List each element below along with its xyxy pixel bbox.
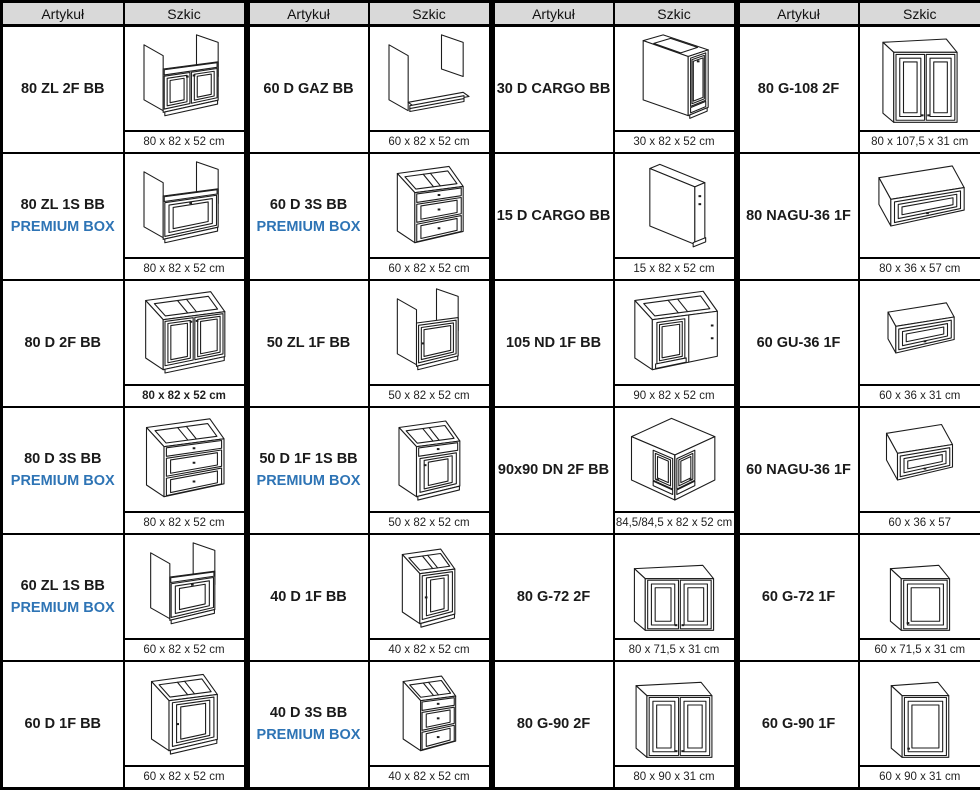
dimensions-label: 50 x 82 x 52 cm xyxy=(370,511,489,533)
table-row xyxy=(2,534,980,661)
sketch-cell xyxy=(124,407,247,534)
sketch-cell xyxy=(369,26,492,154)
table-row xyxy=(2,407,980,534)
article-name: 40 D 3S BB xyxy=(269,705,348,722)
article-name: 60 G-72 1F xyxy=(761,588,836,605)
dimensions-label: 30 x 82 x 52 cm xyxy=(615,130,734,152)
article-cell xyxy=(492,26,614,154)
column-header-szkic: Szkic xyxy=(614,2,737,26)
sketch-cell xyxy=(614,534,737,661)
article-name: 80 D 3S BB xyxy=(24,451,102,468)
article-cell xyxy=(737,153,859,280)
dimensions-label: 60 x 71,5 x 31 cm xyxy=(860,638,980,660)
sketch-cell xyxy=(124,26,247,154)
table-row xyxy=(2,26,980,154)
article-cell xyxy=(492,153,614,280)
article-name: 80 G-108 2F xyxy=(757,80,840,97)
cabinet-sketch xyxy=(860,281,980,384)
sketch-cell xyxy=(859,153,980,280)
sketch-cell xyxy=(124,280,247,407)
cabinet-sketch xyxy=(860,662,980,765)
article-cell xyxy=(247,153,369,280)
table-row xyxy=(2,661,980,789)
article-cell xyxy=(2,280,124,407)
sketch-cell xyxy=(369,534,492,661)
article-name: 105 ND 1F BB xyxy=(505,334,602,351)
sketch-cell xyxy=(369,280,492,407)
column-header-artykul: Artykuł xyxy=(2,2,124,26)
column-header-szkic: Szkic xyxy=(124,2,247,26)
cabinet-sketch xyxy=(615,27,734,130)
article-cell xyxy=(2,153,124,280)
dimensions-label: 80 x 82 x 52 cm xyxy=(125,130,244,152)
cabinet-sketch xyxy=(615,535,734,638)
cabinet-sketch xyxy=(615,408,734,511)
dimensions-label: 80 x 36 x 57 cm xyxy=(860,257,980,279)
sketch-cell xyxy=(859,661,980,789)
article-name: 60 GU-36 1F xyxy=(756,334,841,351)
article-name: 80 G-72 2F xyxy=(516,588,591,605)
header-row xyxy=(2,2,980,26)
column-header-szkic: Szkic xyxy=(369,2,492,26)
article-name: 60 D 3S BB xyxy=(269,197,348,214)
sketch-cell xyxy=(614,280,737,407)
sketch-cell xyxy=(124,661,247,789)
dimensions-label: 40 x 82 x 52 cm xyxy=(370,765,489,787)
article-name: 80 ZL 2F BB xyxy=(20,80,105,97)
cabinet-sketch xyxy=(860,408,980,511)
dimensions-label: 60 x 36 x 31 cm xyxy=(860,384,980,406)
dimensions-label: 80 x 82 x 52 cm xyxy=(125,257,244,279)
sketch-cell xyxy=(614,407,737,534)
table-row xyxy=(2,280,980,407)
article-cell xyxy=(737,534,859,661)
article-name: 80 NAGU-36 1F xyxy=(746,207,851,224)
dimensions-label: 80 x 82 x 52 cm xyxy=(125,384,244,406)
dimensions-label: 80 x 71,5 x 31 cm xyxy=(615,638,734,660)
cabinet-sketch xyxy=(125,27,244,130)
column-header-artykul: Artykuł xyxy=(737,2,859,26)
premium-box-label: PREMIUM BOX xyxy=(256,219,361,236)
column-header-szkic: Szkic xyxy=(859,2,980,26)
article-name: 40 D 1F BB xyxy=(270,588,347,605)
article-name: 80 G-90 2F xyxy=(516,715,591,732)
sketch-cell xyxy=(614,153,737,280)
article-cell xyxy=(2,534,124,661)
article-cell xyxy=(737,407,859,534)
article-name: 30 D CARGO BB xyxy=(496,80,611,97)
cabinet-sketch xyxy=(125,154,244,257)
premium-box-label: PREMIUM BOX xyxy=(10,473,115,490)
article-cell xyxy=(492,407,614,534)
sketch-cell xyxy=(369,661,492,789)
cabinet-sketch xyxy=(370,27,489,130)
dimensions-label: 80 x 90 x 31 cm xyxy=(615,765,734,787)
article-name: 60 D GAZ BB xyxy=(263,80,354,97)
article-cell xyxy=(247,407,369,534)
sketch-cell xyxy=(124,153,247,280)
article-cell xyxy=(247,661,369,789)
dimensions-label: 60 x 36 x 57 xyxy=(860,511,980,533)
article-name: 90x90 DN 2F BB xyxy=(497,461,610,478)
column-header-artykul: Artykuł xyxy=(492,2,614,26)
cabinet-sketch xyxy=(125,408,244,511)
dimensions-label: 60 x 82 x 52 cm xyxy=(125,765,244,787)
cabinet-sketch xyxy=(125,281,244,384)
dimensions-label: 80 x 82 x 52 cm xyxy=(125,511,244,533)
sketch-cell xyxy=(859,280,980,407)
cabinet-sketch xyxy=(370,281,489,384)
article-cell xyxy=(2,26,124,154)
dimensions-label: 60 x 82 x 52 cm xyxy=(370,257,489,279)
cabinet-sketch xyxy=(125,662,244,765)
article-cell xyxy=(492,280,614,407)
dimensions-label: 50 x 82 x 52 cm xyxy=(370,384,489,406)
cabinet-sketch xyxy=(860,535,980,638)
dimensions-label: 60 x 82 x 52 cm xyxy=(370,130,489,152)
article-cell xyxy=(2,407,124,534)
sketch-cell xyxy=(614,26,737,154)
article-name: 60 G-90 1F xyxy=(761,715,836,732)
cabinet-sketch xyxy=(370,662,489,765)
cabinet-sketch xyxy=(860,27,980,130)
dimensions-label: 84,5/84,5 x 82 x 52 cm xyxy=(615,511,734,533)
article-name: 80 ZL 1S BB xyxy=(20,197,105,214)
dimensions-label: 90 x 82 x 52 cm xyxy=(615,384,734,406)
dimensions-label: 80 x 107,5 x 31 cm xyxy=(860,130,980,152)
article-cell xyxy=(247,26,369,154)
dimensions-label: 60 x 90 x 31 cm xyxy=(860,765,980,787)
table-row xyxy=(2,153,980,280)
article-cell xyxy=(2,661,124,789)
article-cell xyxy=(737,280,859,407)
premium-box-label: PREMIUM BOX xyxy=(256,727,361,744)
article-name: 60 NAGU-36 1F xyxy=(746,461,851,478)
cabinet-sketch xyxy=(370,535,489,638)
cabinet-sketch xyxy=(615,154,734,257)
cabinet-sketch xyxy=(615,662,734,765)
article-cell xyxy=(737,661,859,789)
sketch-cell xyxy=(859,26,980,154)
sketch-cell xyxy=(124,534,247,661)
article-cell xyxy=(247,280,369,407)
cabinet-sketch xyxy=(370,154,489,257)
column-header-artykul: Artykuł xyxy=(247,2,369,26)
sketch-cell xyxy=(859,407,980,534)
sketch-cell xyxy=(859,534,980,661)
article-name: 60 ZL 1S BB xyxy=(20,578,105,595)
article-cell xyxy=(737,26,859,154)
cabinet-sketch xyxy=(615,281,734,384)
dimensions-label: 60 x 82 x 52 cm xyxy=(125,638,244,660)
article-name: 60 D 1F BB xyxy=(24,715,102,732)
article-name: 15 D CARGO BB xyxy=(496,207,611,224)
cabinet-sketch xyxy=(125,535,244,638)
article-name: 50 D 1F 1S BB xyxy=(259,451,358,468)
article-cell xyxy=(247,534,369,661)
article-cell xyxy=(492,534,614,661)
sketch-cell xyxy=(614,661,737,789)
article-cell xyxy=(492,661,614,789)
sketch-cell xyxy=(369,153,492,280)
sketch-cell xyxy=(369,407,492,534)
article-name: 50 ZL 1F BB xyxy=(266,334,351,351)
premium-box-label: PREMIUM BOX xyxy=(10,219,115,236)
cabinet-sketch xyxy=(860,154,980,257)
premium-box-label: PREMIUM BOX xyxy=(10,600,115,617)
dimensions-label: 40 x 82 x 52 cm xyxy=(370,638,489,660)
premium-box-label: PREMIUM BOX xyxy=(256,473,361,490)
article-name: 80 D 2F BB xyxy=(24,334,102,351)
cabinet-sketch xyxy=(370,408,489,511)
dimensions-label: 15 x 82 x 52 cm xyxy=(615,257,734,279)
